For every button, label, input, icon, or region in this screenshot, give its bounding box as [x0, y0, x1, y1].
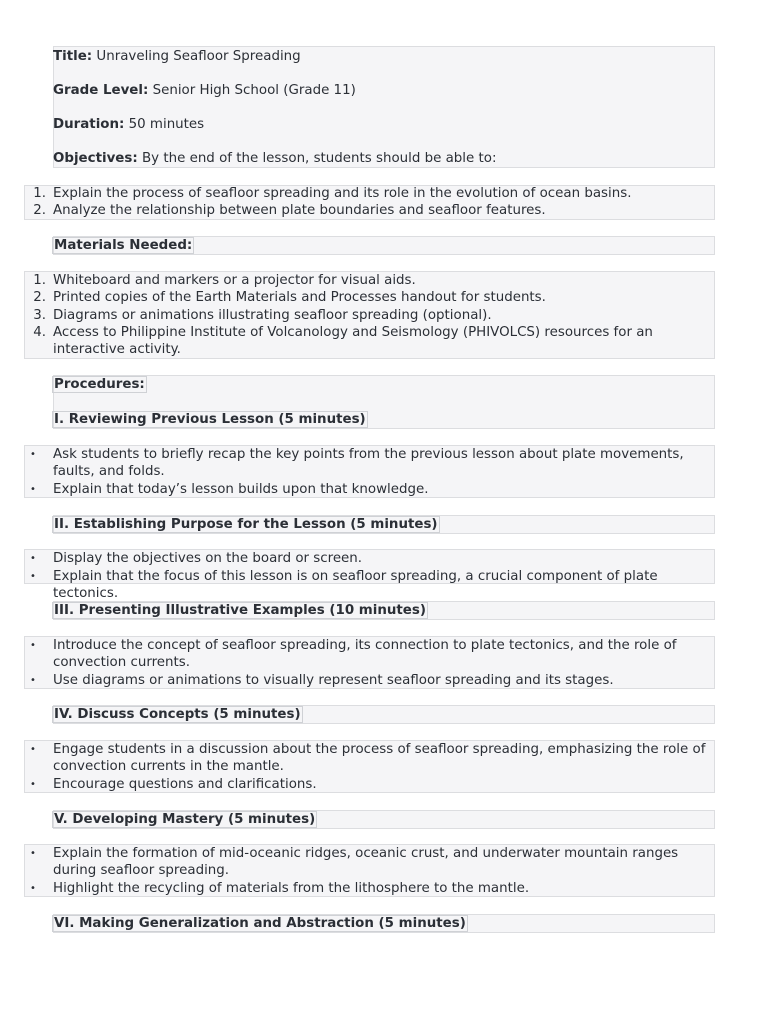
bullet-marker: •	[30, 640, 36, 651]
list-item-text: Explain that today’s lesson builds upon that knowledge.	[53, 482, 429, 497]
section-heading: IV. Discuss Concepts (5 minutes)	[54, 707, 301, 722]
bullet-marker: •	[30, 744, 36, 755]
objectives-intro: By the end of the lesson, students should be able to:	[141, 151, 497, 166]
list-item	[24, 880, 714, 897]
bullet-marker: •	[30, 449, 36, 460]
list-item	[24, 637, 714, 671]
grade-level-label: Grade Level:	[53, 83, 149, 98]
list-item-text: Printed copies of the Earth Materials and Processes handout for students.	[53, 290, 546, 305]
list-item	[24, 741, 714, 775]
bullet-marker: •	[30, 883, 36, 894]
list-item	[24, 568, 714, 602]
list-item-text: Analyze the relationship between plate boundaries and seafloor features.	[53, 203, 546, 218]
section-heading: V. Developing Mastery (5 minutes)	[54, 812, 316, 827]
bullet-marker: •	[30, 553, 36, 564]
list-item	[24, 845, 714, 879]
title-label: Title:	[53, 49, 93, 64]
section-heading-line	[53, 602, 428, 619]
bullet-marker: •	[30, 571, 36, 582]
list-marker: 2.	[33, 203, 46, 218]
list-item	[24, 672, 714, 689]
title-line	[53, 48, 301, 65]
list-item	[24, 481, 714, 498]
bullet-marker: •	[30, 779, 36, 790]
list-item-text: Display the objectives on the board or screen.	[53, 551, 363, 566]
list-item-text: Highlight the recycling of materials from the lithosphere to the mantle.	[53, 881, 530, 896]
list-item-text: Use diagrams or animations to visually represent seafloor spreading and its stages.	[53, 673, 614, 688]
list-item-text: Whiteboard and markers or a projector for visual aids.	[53, 273, 416, 288]
list-item-text: Explain that the focus of this lesson is on seafloor spreading, a crucial component of plate tectonics.	[53, 569, 658, 601]
materials-heading-line	[53, 237, 194, 254]
section-heading: VI. Making Generalization and Abstraction (5 minutes)	[54, 916, 466, 931]
section-heading-line	[53, 706, 303, 723]
list-item	[24, 289, 714, 306]
section-heading: III. Presenting Illustrative Examples (10 minutes)	[54, 603, 426, 618]
bullet-marker: •	[30, 675, 36, 686]
materials-heading: Materials Needed:	[54, 238, 193, 253]
objectives-label: Objectives:	[53, 151, 138, 166]
list-item	[24, 272, 714, 289]
duration-line	[53, 116, 204, 133]
list-item-text: Explain the formation of mid-oceanic ridges, oceanic crust, and underwater mountain ranges during seafloor spreading.	[53, 846, 679, 878]
objectives-line	[53, 150, 496, 167]
list-item	[24, 446, 714, 480]
grade-level-value: Senior High School (Grade 11)	[152, 83, 356, 98]
section-heading-line	[53, 811, 317, 828]
bullet-marker: •	[30, 484, 36, 495]
list-marker: 1.	[33, 186, 46, 201]
section-heading-line	[53, 516, 440, 533]
list-marker: 2.	[33, 290, 46, 305]
list-item	[24, 202, 714, 219]
list-item-text: Engage students in a discussion about the process of seafloor spreading, emphasizing the role of convection currents in the mantle.	[53, 742, 706, 774]
section-heading-line	[53, 915, 468, 932]
list-item	[24, 185, 714, 202]
section-heading-line	[53, 411, 368, 428]
procedures-heading-line	[53, 376, 147, 393]
list-marker: 4.	[33, 325, 46, 340]
section-heading: II. Establishing Purpose for the Lesson (5 minutes)	[54, 517, 438, 532]
grade-level-line	[53, 82, 356, 99]
duration-label: Duration:	[53, 117, 125, 132]
list-item	[24, 307, 714, 324]
list-marker: 3.	[33, 308, 46, 323]
duration-value: 50 minutes	[128, 117, 205, 132]
list-item-text: Encourage questions and clarifications.	[53, 777, 317, 792]
list-marker: 1.	[33, 273, 46, 288]
list-item-text: Access to Philippine Institute of Volcanology and Seismology (PHIVOLCS) resources for an interactive activity.	[53, 325, 653, 357]
list-item	[24, 324, 714, 358]
section-heading: I. Reviewing Previous Lesson (5 minutes)	[54, 412, 366, 427]
list-item	[24, 776, 714, 793]
list-item-text: Ask students to briefly recap the key points from the previous lesson about plate movements, faults, and folds.	[53, 447, 684, 479]
bullet-marker: •	[30, 848, 36, 859]
list-item	[24, 550, 714, 567]
lesson-title: Unraveling Seafloor Spreading	[96, 49, 301, 64]
list-item-text: Explain the process of seafloor spreading and its role in the evolution of ocean basins.	[53, 186, 632, 201]
list-item-text: Diagrams or animations illustrating seafloor spreading (optional).	[53, 308, 492, 323]
list-item-text: Introduce the concept of seafloor spreading, its connection to plate tectonics, and the role of convection currents.	[53, 638, 677, 670]
procedures-heading: Procedures:	[54, 377, 145, 392]
